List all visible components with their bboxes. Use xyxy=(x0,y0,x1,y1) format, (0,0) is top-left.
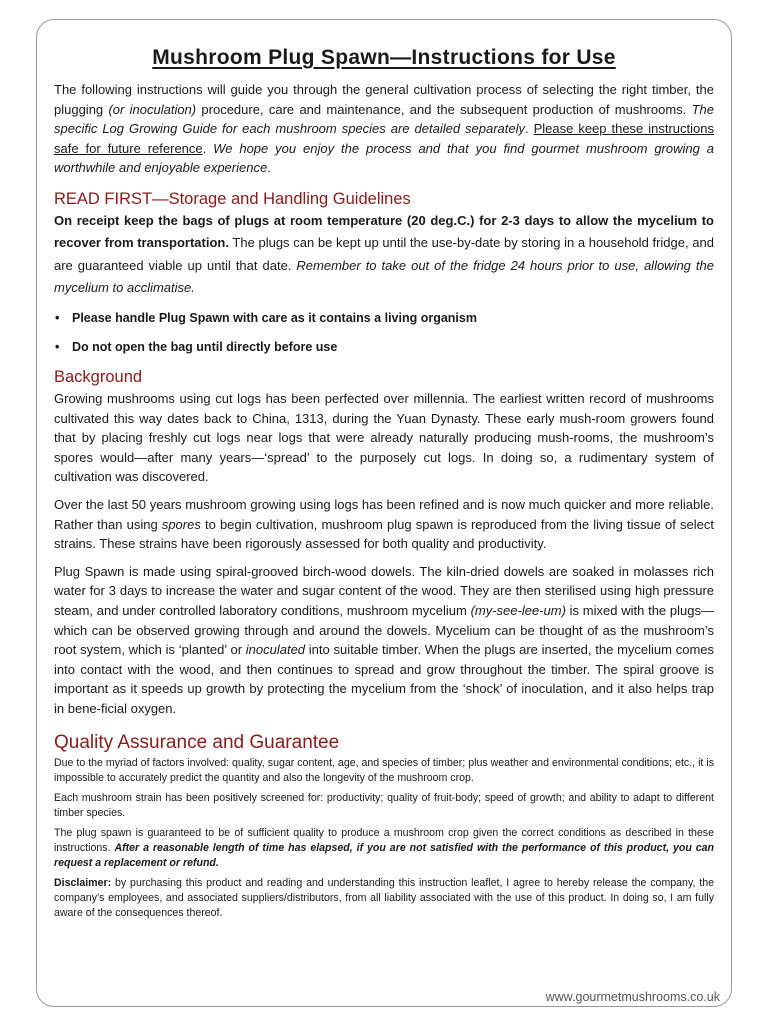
disclaimer-paragraph: Disclaimer: by purchasing this product and reading and understanding this instruction leaflet, I agree to hereby release the company, the company’s employees, and associated suppliers/distributors, from all liability associated with the use of this product. In doing so, I am fully aware of the consequences thereof. xyxy=(54,877,714,920)
page-title: Mushroom Plug Spawn—Instructions for Use xyxy=(152,46,616,69)
bullet-icon: • xyxy=(55,310,60,325)
quality-paragraph-1: Due to the myriad of factors involved: quality, sugar content, age, and species of timber; plus weather and environmental conditions; etc., it is impossible to accurately predict the quantity and also the longevity of the mushroom crop. xyxy=(54,757,714,785)
quality-paragraph-3: The plug spawn is guaranteed to be of sufficient quality to produce a mushroom crop given the correct conditions as described in these instructions. After a reasonable length of time has elapsed, if you are not satisfied with the performance of this product, you can request a replacement or refund. xyxy=(54,827,714,870)
footer-website-link[interactable]: www.gourmetmushrooms.co.uk xyxy=(545,990,720,1004)
background-paragraph-2: Over the last 50 years mushroom growing using logs has been refined and is now much quicker and more reliable. Rather than using spores to begin cultivation, mushroom plug spawn is reproduced from the living tissue of select strains. These strains have been rigorously assessed for both quality and productivity. xyxy=(54,496,714,552)
quality-paragraph-2: Each mushroom strain has been positively screened for: productivity; quality of fruit-body; speed of growth; and ability to adapt to different timber species. xyxy=(54,792,714,820)
storage-heading: READ FIRST—Storage and Handling Guidelines xyxy=(54,189,411,208)
storage-paragraph: On receipt keep the bags of plugs at room temperature (20 deg.C.) for 2-3 days to allow the mycelium to recover from transportation. The plugs can be kept up until the use-by-date by storing in a household fridge, and are guaranteed viable up until that date. Remember to take out of the fridge 24 hours prior to use, allowing the mycelium to acclimatise. xyxy=(54,212,714,296)
background-paragraph-1: Growing mushrooms using cut logs has been perfected over millennia. The earliest written record of mushrooms cultivated this way dates back to China, 1313, during the Yuan Dynasty. These early mush-room growers found that by placing freshly cut logs near logs that were already naturally producing mush-rooms, the mushroom’s spores would—after many years—‘spread’ to the purposely cut logs. In doing so, a rudimentary system of cultivation was discovered. xyxy=(54,390,714,485)
quality-heading: Quality Assurance and Guarantee xyxy=(54,732,340,754)
background-heading: Background xyxy=(54,367,143,386)
list-item: • Do not open the bag until directly before use xyxy=(55,339,338,354)
document-body xyxy=(54,46,714,921)
storage-bullet-list xyxy=(54,310,714,355)
bullet-icon: • xyxy=(55,339,60,354)
list-item: • Please handle Plug Spawn with care as it contains a living organism xyxy=(55,310,477,325)
intro-paragraph: The following instructions will guide you through the general cultivation process of selecting the right timber, the plugging (or inoculation) procedure, care and maintenance, and the subsequent production of mushrooms. The specific Log Growing Guide for each mushroom species are detailed separately. Please keep these instructions safe for future reference. We hope you enjoy the process and that you find gourmet mushroom growing a worthwhile and enjoyable experience. xyxy=(54,82,714,176)
background-paragraph-3: Plug Spawn is made using spiral-grooved birch-wood dowels. The kiln-dried dowels are soaked in molasses rich water for 3 days to increase the water and sugar content of the wood. They are then sterilised using high pressure steam, and under controlled laboratory conditions, mushroom mycelium (my-see-lee-um) is mixed with the plugs—which can be observed growing through and around the dowels. Mycelium can be thought of as the mushroom’s root system, which is ‘planted’ or inoculated into suitable timber. When the plugs are inserted, the mycelium comes into contact with the wood, and then continues to spread and grow throughout the timber. The spiral groove is important as it speeds up growth by protecting the mycelium from the ‘shock’ of inoculation, and it also helps trap in bene-ficial oxygen. xyxy=(54,563,714,716)
background-section xyxy=(54,368,714,719)
quality-section xyxy=(54,732,714,921)
